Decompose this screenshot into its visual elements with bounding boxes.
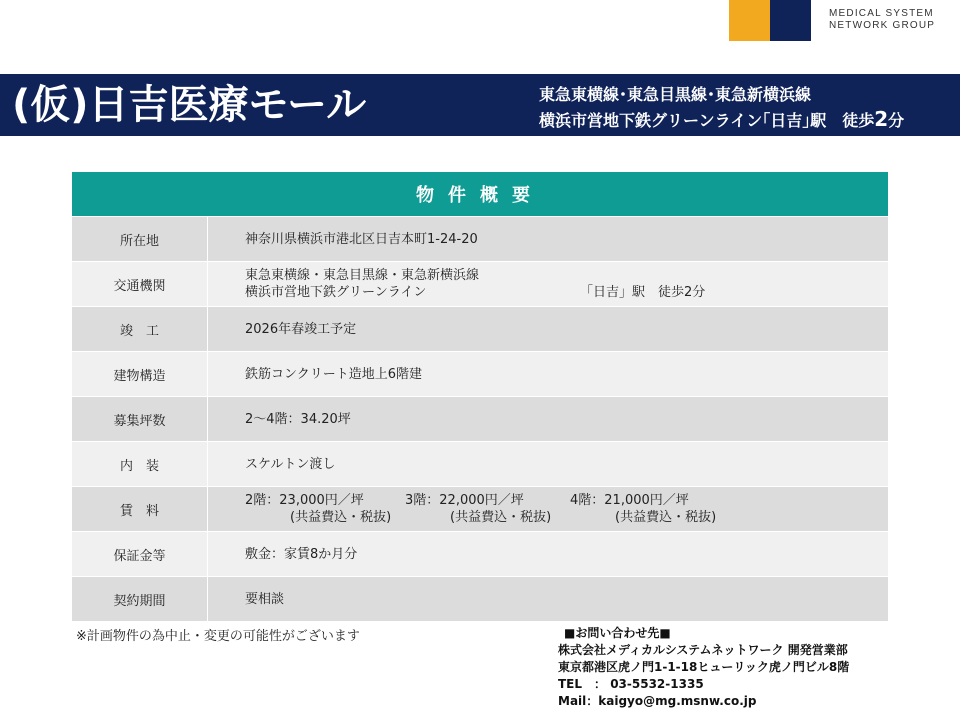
title-banner	[0, 74, 960, 136]
logo-navy-square	[770, 0, 811, 41]
banner-walk-unit: 分	[888, 111, 905, 130]
logo-line-1: MEDICAL SYSTEM	[829, 8, 934, 19]
row-label-deposit: 保証金等	[72, 532, 208, 576]
logo-line-2: NETWORK GROUP	[829, 20, 936, 31]
table-row	[72, 531, 888, 576]
table-row	[72, 396, 888, 441]
contact-mail[interactable]: Mail：kaigyo@mg.msnw.co.jp	[558, 694, 757, 708]
row-label-completion: 竣 工	[72, 307, 208, 351]
table-row	[72, 441, 888, 486]
property-overview-table	[72, 172, 888, 621]
row-label-area: 募集坪数	[72, 397, 208, 441]
contact-tel[interactable]: TEL ： 03-5532-1335	[558, 677, 704, 691]
table-row	[72, 216, 888, 261]
contact-title: ■お問い合わせ先■	[564, 626, 671, 640]
row-value-interior: スケルトン渡し	[245, 456, 336, 472]
table-row	[72, 486, 888, 531]
table-row	[72, 351, 888, 396]
row-value-area: 2～4階：34.20坪	[245, 411, 351, 427]
row-value-deposit: 敷金：家賃8か月分	[245, 546, 358, 562]
company-logo	[829, 8, 935, 32]
table-row	[72, 306, 888, 351]
row-label-access: 交通機関	[72, 262, 208, 306]
contact-address: 東京都港区虎ノ門1-1-18ヒューリック虎ノ門ビル8階	[558, 660, 850, 674]
banner-station: 横浜市営地下鉄グリーンライン｢日吉｣駅 徒歩	[539, 111, 875, 130]
row-label-location: 所在地	[72, 217, 208, 261]
banner-walk-minutes: 2	[874, 107, 889, 131]
table-header: 物件概要	[72, 172, 888, 216]
logo-gold-square	[729, 0, 770, 41]
row-label-rent: 賃 料	[72, 487, 208, 531]
rent-floor-4: 4階：21,000円／坪	[570, 493, 689, 508]
table-row	[72, 576, 888, 621]
rent-floor-2: 2階：23,000円／坪	[245, 493, 364, 508]
row-label-contract: 契約期間	[72, 577, 208, 621]
table-row	[72, 261, 888, 306]
plan-change-note: ※計画物件の為中止・変更の可能性がございます	[76, 629, 360, 644]
row-value-completion: 2026年春竣工予定	[245, 321, 357, 337]
page-title: (仮)日吉医療モール	[12, 82, 367, 128]
access-line-1: 東急東横線・東急目黒線・東急新横浜線	[245, 268, 480, 283]
rent-note-floor-2: (共益費込・税抜)	[290, 510, 392, 525]
contact-block	[558, 625, 849, 710]
rent-note-floor-4: (共益費込・税抜)	[615, 510, 717, 525]
contact-company: 株式会社メディカルシステムネットワーク 開発営業部	[558, 643, 848, 657]
row-label-structure: 建物構造	[72, 352, 208, 396]
banner-train-lines: 東急東横線･東急目黒線･東急新横浜線	[539, 85, 812, 104]
banner-station-access	[539, 107, 904, 131]
row-label-interior: 内 装	[72, 442, 208, 486]
row-value-location: 神奈川県横浜市港北区日吉本町1-24-20	[245, 231, 478, 247]
access-line-2: 横浜市営地下鉄グリーンライン	[245, 285, 427, 300]
rent-floor-3: 3階：22,000円／坪	[405, 493, 524, 508]
row-value-contract: 要相談	[245, 591, 285, 607]
rent-note-floor-3: (共益費込・税抜)	[450, 510, 552, 525]
access-station: 「日吉」駅 徒歩2分	[580, 285, 706, 300]
row-value-structure: 鉄筋コンクリート造地上6階建	[245, 366, 423, 382]
